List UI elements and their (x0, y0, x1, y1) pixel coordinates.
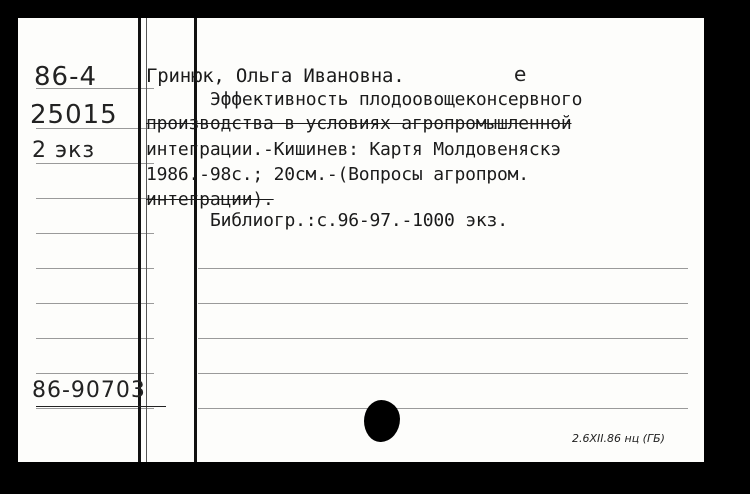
rule-line (198, 338, 688, 339)
title-line-5: интеграции). (146, 189, 274, 210)
rule-line (36, 163, 154, 164)
footer-note: 2.6XII.86 нц (ГБ) (572, 432, 665, 445)
rule-line (36, 303, 154, 304)
rule-line (36, 408, 154, 409)
author-mark: е (514, 62, 527, 86)
author-name: Гринюк, Ольга Ивановна. (146, 65, 405, 87)
title-line-3: интеграции.-Кишинев: Картя Молдовеняскэ (146, 139, 561, 160)
accession-number: 86-90703 (32, 378, 146, 403)
rule-line (36, 338, 154, 339)
rule-line (198, 408, 688, 409)
catalog-card (18, 18, 704, 462)
class-code: 86-4 (34, 62, 98, 92)
title-line-2: производства в условиях агропромышленной (146, 113, 572, 134)
rule-line (198, 303, 688, 304)
record-number: 25015 (30, 100, 118, 130)
title-line-4: 1986.-98с.; 20см.-(Вопросы агропром. (146, 164, 529, 185)
accession-underline (36, 406, 166, 407)
rule-line (36, 233, 154, 234)
rule-line (36, 198, 154, 199)
bibliography-line: Библиогр.:с.96-97.-1000 экз. (210, 210, 508, 231)
rule-line (198, 373, 688, 374)
rule-line (36, 268, 154, 269)
copies-count: 2 экз (32, 138, 96, 163)
rule-line (36, 373, 154, 374)
ink-blot (364, 400, 400, 442)
rule-line (198, 268, 688, 269)
title-line-1: Эффективность плодоовощеконсервного (210, 89, 583, 110)
